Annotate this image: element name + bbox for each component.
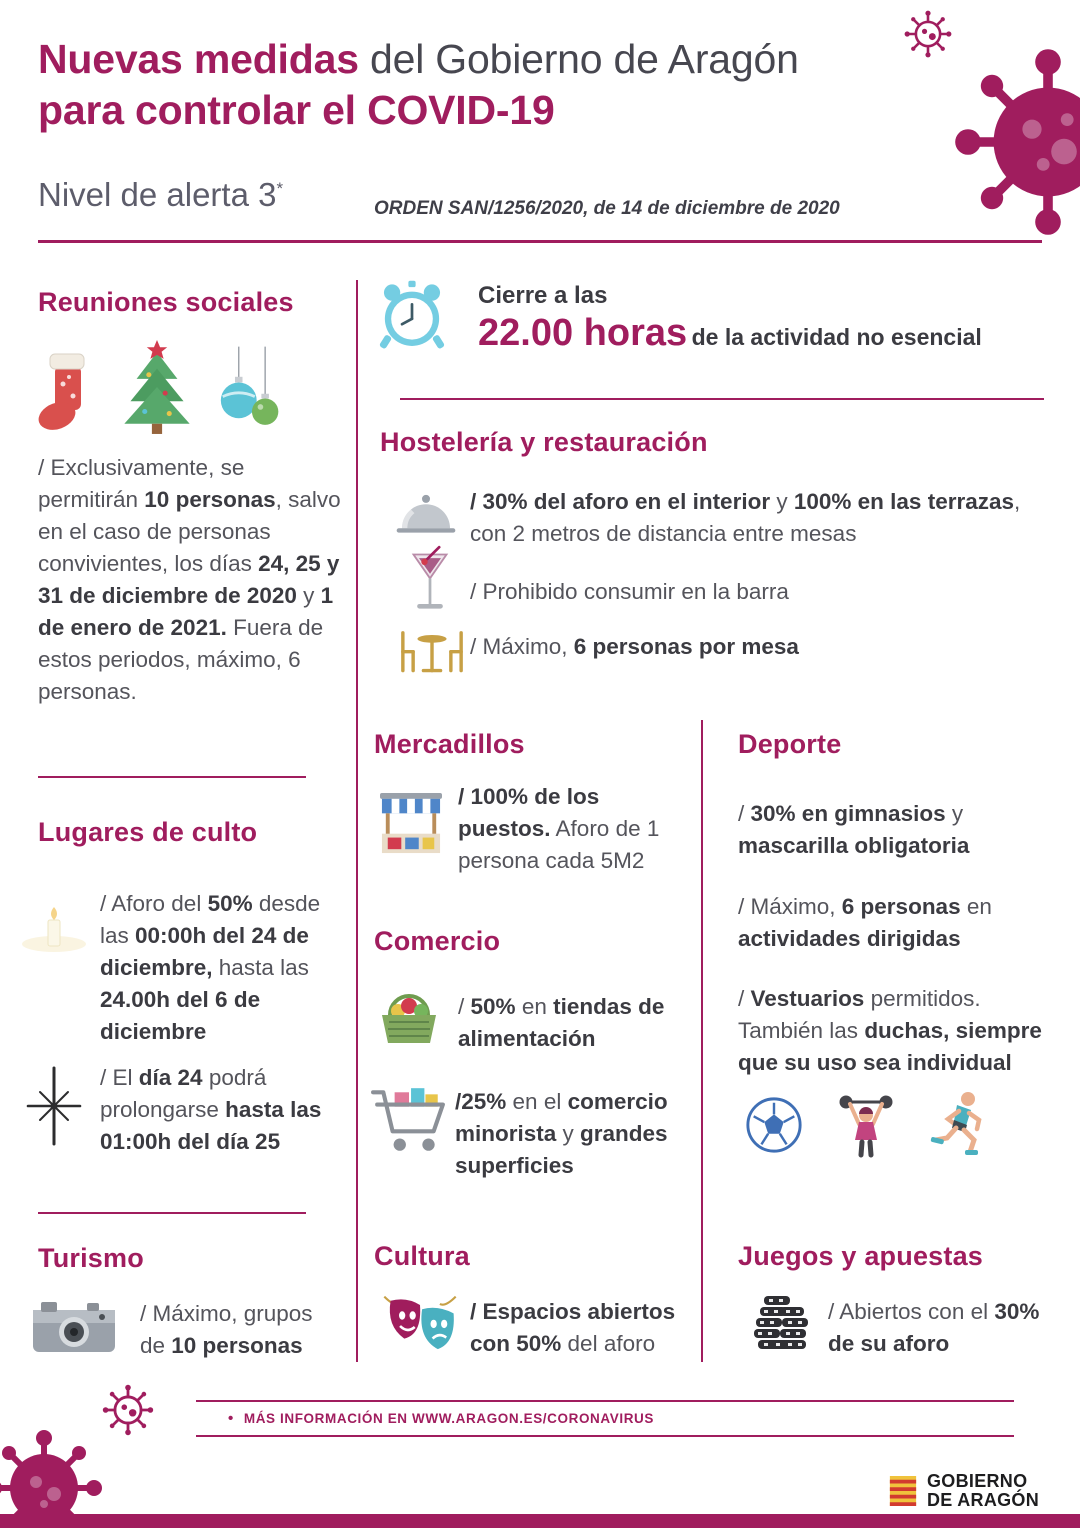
weightlifter-icon [834,1090,898,1160]
deporte-item-3: / Vestuarios permitidos. También las duchas, siempre que su uso sea individual [738,986,1042,1075]
logo-line-2: DE ARAGÓN [927,1490,1040,1511]
reuniones-text: / Exclusivamente, se permitirán 10 personas, salvo en el caso de personas convivientes, los días 24, 25 y 31 de diciembre de 2020 y 1 de enero de 2021. Fuera de estos periodos, máximo, 6 personas. [38,455,341,704]
deporte-item-2: / Máximo, 6 personas en actividades dirigidas [738,894,992,951]
cloche-icon [394,490,458,538]
christmas-tree-icon [118,338,196,436]
gobierno-aragon-logo [888,1472,1039,1511]
section-title-juegos: Juegos y apuestas [738,1241,984,1271]
page-title: Nuevas medidas del Gobierno de Aragón para controlar el COVID-19 [38,36,799,133]
virus-icon [952,46,1080,238]
turismo-item-1: / Máximo, grupos de 10 personas [140,1301,313,1358]
virus-outline-icon-footer [100,1382,156,1438]
cocktail-icon [408,542,452,622]
juegos-item-1: / Abiertos con el 30% de su aforo [828,1299,1040,1356]
section-title-mercadillos: Mercadillos [374,729,525,759]
closure-prefix: Cierre a las [478,282,608,309]
comercio-item-2: /25% en el comercio minorista y grandes superficies [455,1089,668,1178]
deporte-item-1: / 30% en gimnasios y mascarilla obligatoria [738,801,970,858]
closure-time: 22.00 horas [478,312,688,354]
mercadillos-item-1: / 100% de los puestos. Aforo de 1 persona cada 5M2 [458,784,660,873]
section-title-culto: Lugares de culto [38,817,258,847]
stocking-icon [38,350,96,436]
christmas-icons-row [38,334,318,436]
vertical-divider-left [356,280,358,1362]
baubles-icon [218,344,284,436]
culto-item-2: / El día 24 podrá prolongarse hasta las 01:00h del día 25 [100,1065,322,1154]
sports-icons-row [744,1090,988,1160]
hosteleria-item-2: / Prohibido consumir en la barra [470,579,789,604]
footer-url[interactable]: WWW.ARAGON.ES/CORONAVIRUS [412,1411,655,1426]
section-title-deporte: Deporte [738,729,842,759]
cultura-item-1: / Espacios abiertos con 50% del aforo [470,1299,676,1356]
alarm-clock-icon [374,278,450,356]
logo-line-1: GOBIERNO [927,1471,1028,1491]
footer-bullet: • [228,1410,234,1427]
section-title-comercio: Comercio [374,926,501,956]
section-title-cultura: Cultura [374,1241,470,1271]
closure-notice [478,282,1044,355]
culto-item-1: / Aforo del 50% desde las 00:00h del 24 de diciembre, hasta las 24.00h del 6 de diciembre [100,891,321,1044]
poker-chips-icon [748,1292,814,1352]
section-title-hosteleria: Hostelería y restauración [380,427,708,457]
comercio-item-1: / 50% en tiendas de alimentación [458,994,665,1051]
virus-outline-icon [902,8,954,60]
footer-info-bar [196,1400,1014,1437]
virus-icon-footer [0,1428,104,1528]
bottom-accent-bar [0,1514,1080,1528]
food-basket-icon [376,984,442,1048]
header-divider [38,240,1042,243]
theater-masks-icon [378,1292,462,1360]
alert-note-mark: * [276,179,284,198]
shopping-cart-icon [370,1080,448,1160]
candle-icon [16,902,92,958]
alert-level [38,176,283,214]
vertical-divider-right [701,720,703,1362]
section-title-reuniones: Reuniones sociales [38,287,294,317]
alert-level-text: Nivel de alerta 3 [38,176,277,213]
runner-icon [928,1090,988,1160]
hosteleria-item-1: / 30% del aforo en el interior y 100% en las terrazas, con 2 metros de distancia entre mesas [470,489,1021,546]
divider-left-2 [38,1212,306,1214]
closure-suffix: de la actividad no esencial [691,324,982,350]
star-icon [24,1066,84,1146]
divider-closure [400,398,1044,400]
divider-left-1 [38,776,306,778]
aragon-flag-icon [888,1474,918,1508]
table-chairs-icon [396,626,468,674]
camera-icon [30,1296,118,1356]
football-icon [744,1095,804,1155]
logo-text [927,1472,1039,1511]
hosteleria-item-3: / Máximo, 6 personas por mesa [470,634,799,659]
market-stall-icon [380,790,442,858]
section-title-turismo: Turismo [38,1243,144,1273]
order-reference: ORDEN SAN/1256/2020, de 14 de diciembre de 2020 [374,198,840,219]
footer-info-text: MÁS INFORMACIÓN EN [243,1411,413,1426]
